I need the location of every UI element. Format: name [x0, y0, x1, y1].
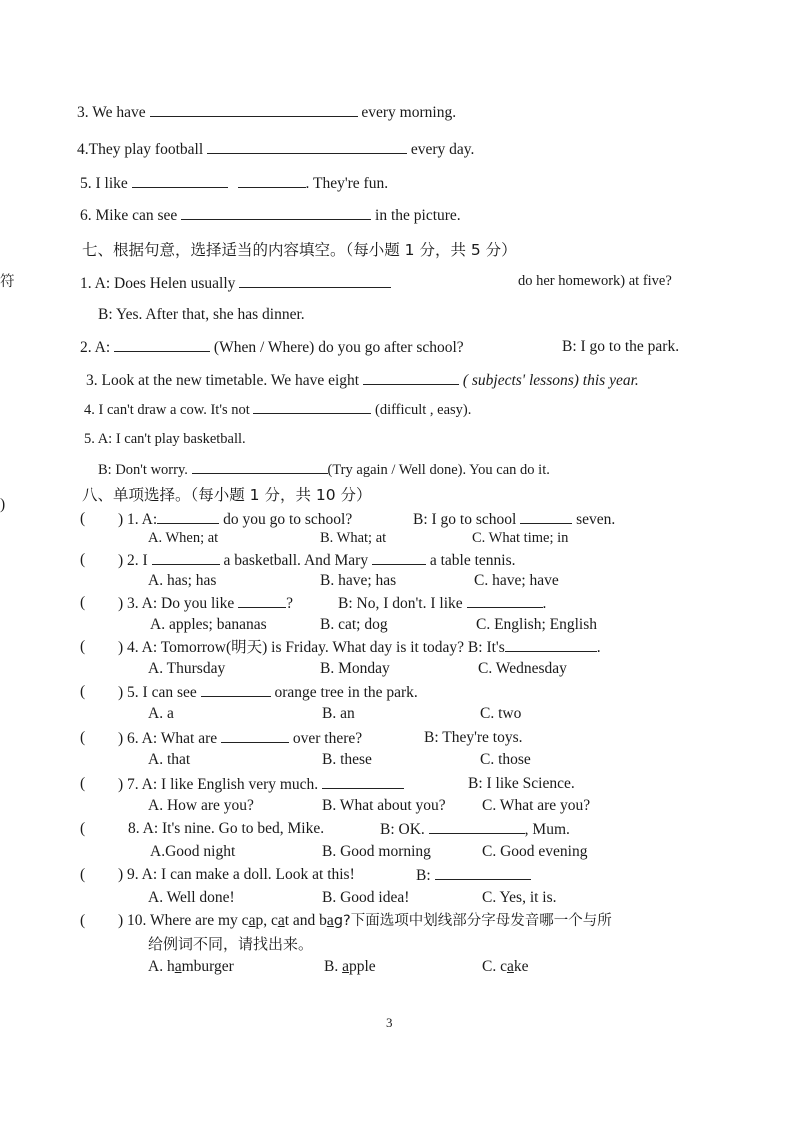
option-a[interactable]: A. hamburger — [148, 958, 234, 975]
answer-blank[interactable] — [114, 337, 210, 352]
answer-blank[interactable] — [467, 593, 543, 608]
option-b[interactable]: B. Good idea! — [322, 889, 410, 906]
answer-paren[interactable]: ( — [80, 775, 86, 792]
s8-q4-stem: ) 4. A: Tomorrow(明天) is Friday. What day is it today? B: It's . — [118, 639, 601, 656]
option-a[interactable]: A. a — [148, 705, 174, 722]
option-b[interactable]: B. What; at — [320, 530, 387, 546]
option-c[interactable]: C. What are you? — [482, 797, 591, 814]
answer-paren[interactable]: ( — [80, 729, 86, 746]
option-c[interactable]: C. English; English — [476, 616, 597, 633]
answer-blank[interactable] — [201, 682, 271, 697]
answer-blank[interactable] — [207, 139, 407, 154]
answer-paren[interactable]: ( — [80, 820, 86, 837]
option-b[interactable]: B. apple — [324, 958, 376, 975]
option-a[interactable]: A. that — [148, 751, 191, 768]
s8-q3-stem-b: B: No, I don't. I like . — [338, 595, 547, 612]
option-c[interactable]: C. What time; in — [472, 530, 569, 546]
option-c[interactable]: C. those — [480, 751, 531, 768]
answer-blank[interactable] — [372, 550, 426, 565]
fill-item-5: 5. I like . They're fun. — [80, 175, 389, 192]
option-b[interactable]: B. What about you? — [322, 797, 446, 814]
answer-blank[interactable] — [253, 399, 371, 414]
s7-q1: 1. A: Does Helen usually — [80, 273, 391, 294]
option-b[interactable]: B. cat; dog — [320, 616, 388, 633]
option-a[interactable]: A. When; at — [148, 530, 219, 546]
s8-q1-stem-b: B: I go to school seven. — [413, 511, 616, 528]
answer-blank[interactable] — [132, 173, 228, 188]
s8-q8-stem-b: B: OK. , Mum. — [380, 821, 570, 838]
s8-q3-stem: ) 3. A: Do you like ? — [118, 595, 294, 612]
option-a[interactable]: A.Good night — [150, 843, 236, 860]
option-c[interactable]: C. Yes, it is. — [482, 889, 557, 906]
s7-q4: 4. I can't draw a cow. It's not (difficult , easy). — [84, 399, 471, 420]
s8-q9-stem-b: B: — [416, 865, 531, 886]
option-a[interactable]: A. has; has — [148, 572, 217, 589]
answer-paren[interactable]: ( — [80, 594, 86, 611]
answer-paren[interactable]: ( — [80, 683, 86, 700]
option-a[interactable]: A. Thursday — [148, 660, 226, 677]
s8-q2-stem: ) 2. I a basketball. And Mary a table tennis. — [118, 552, 516, 569]
option-c[interactable]: C. Wednesday — [478, 660, 567, 677]
s8-q1-stem: ) 1. A: do you go to school? — [118, 511, 353, 528]
fill-item-6: 6. Mike can see in the picture. — [80, 207, 461, 224]
answer-blank[interactable] — [152, 550, 220, 565]
option-b[interactable]: B. Good morning — [322, 843, 431, 860]
answer-blank[interactable] — [429, 819, 525, 834]
answer-paren[interactable]: ( — [80, 912, 86, 929]
s7-q2-b: B: I go to the park. — [562, 338, 680, 355]
answer-paren[interactable]: ( — [80, 866, 86, 883]
s7-q5-b: B: Don't worry. (Try again / Well done). You can do it. — [98, 459, 550, 480]
option-b[interactable]: B. Monday — [320, 660, 390, 677]
s8-q10-stem-line2: 给例词不同，请找出来。 — [148, 935, 314, 953]
answer-blank[interactable] — [322, 774, 404, 789]
answer-paren[interactable]: ( — [80, 551, 86, 568]
option-b[interactable]: B. have; has — [320, 572, 397, 589]
answer-paren[interactable]: ( — [80, 510, 86, 527]
answer-blank[interactable] — [505, 637, 597, 652]
fill-item-4: 4.They play football every day. — [77, 141, 475, 158]
answer-blank[interactable] — [221, 728, 289, 743]
answer-blank[interactable] — [238, 173, 306, 188]
s8-q5-stem: ) 5. I can see orange tree in the park. — [118, 684, 418, 701]
answer-blank[interactable] — [150, 102, 358, 117]
page-number: 3 — [386, 1015, 393, 1030]
option-a[interactable]: A. apples; bananas — [150, 616, 267, 633]
answer-blank[interactable] — [157, 509, 219, 524]
answer-paren[interactable]: ( — [80, 638, 86, 655]
s7-q1-b: B: Yes. After that, she has dinner. — [98, 306, 305, 323]
s7-q3: 3. Look at the new timetable. We have eight ( subjects' lessons) this year. — [86, 372, 639, 389]
s8-q7-stem: ) 7. A: I like English very much. — [118, 774, 404, 795]
option-b[interactable]: B. these — [322, 751, 372, 768]
option-c[interactable]: C. have; have — [474, 572, 559, 589]
s8-q8-stem: 8. A: It's nine. Go to bed, Mike. — [128, 820, 325, 837]
s7-q5: 5. A: I can't play basketball. — [84, 431, 246, 447]
s8-q10-stem: ) 10. Where are my cap, cat and bag?下面选项中划线部分字母发音哪一个与所 — [118, 912, 612, 929]
option-c[interactable]: C. cake — [482, 958, 529, 975]
s8-q6-stem: ) 6. A: What are over there? — [118, 730, 363, 747]
s8-q6-stem-b: B: They're toys. — [424, 729, 523, 746]
margin-mark: 符 — [0, 274, 15, 290]
answer-blank[interactable] — [192, 459, 328, 474]
answer-blank[interactable] — [520, 509, 572, 524]
answer-blank[interactable] — [239, 273, 391, 288]
section-7-heading: 七、根据句意，选择适当的内容填空。（每小题 1 分，共 5 分） — [82, 241, 517, 259]
fill-item-3: 3. We have every morning. — [77, 104, 457, 121]
answer-blank[interactable] — [435, 865, 531, 880]
option-a[interactable]: A. Well done! — [148, 889, 235, 906]
option-b[interactable]: B. an — [322, 705, 355, 722]
section-8-heading: 八、单项选择。（每小题 1 分，共 10 分） — [82, 486, 372, 504]
answer-blank[interactable] — [238, 593, 286, 608]
answer-blank[interactable] — [363, 370, 459, 385]
margin-mark: ) — [0, 496, 6, 513]
answer-blank[interactable] — [181, 205, 371, 220]
s8-q9-stem: ) 9. A: I can make a doll. Look at this! — [118, 866, 355, 883]
option-a[interactable]: A. How are you? — [148, 797, 254, 814]
s7-q2: 2. A: (When / Where) do you go after school? — [80, 339, 464, 356]
s8-q7-stem-b: B: I like Science. — [468, 775, 575, 792]
s7-q1-hint: do her homework) at five? — [518, 273, 672, 289]
option-c[interactable]: C. Good evening — [482, 843, 588, 860]
option-c[interactable]: C. two — [480, 705, 522, 722]
